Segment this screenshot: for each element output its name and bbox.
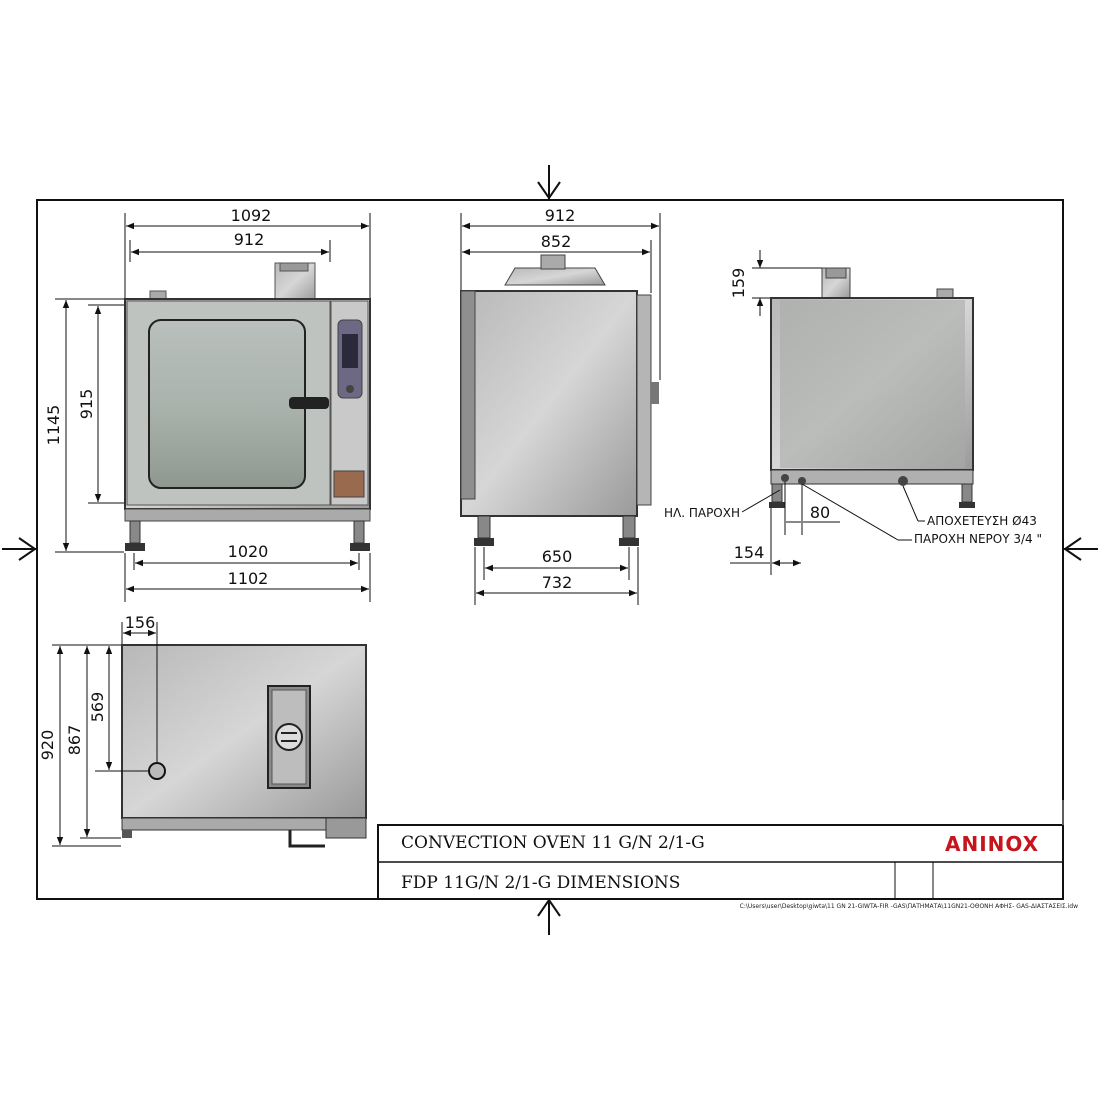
- oven-door-window: [149, 320, 305, 488]
- front-view: [125, 263, 370, 551]
- dim-side-depth-overall: 912: [544, 206, 576, 225]
- dim-top-offset-156: 156: [124, 613, 156, 632]
- title-block: [378, 800, 1063, 899]
- dim-rear-offset-154: 154: [733, 543, 765, 562]
- center-mark-right: [1063, 538, 1098, 560]
- dim-front-legs-inner: 1020: [227, 542, 269, 561]
- dim-side-legs-outer: 732: [541, 573, 573, 592]
- dim-rear-flue-height: 159: [729, 267, 748, 299]
- dim-side-legs-inner: 650: [541, 547, 573, 566]
- side-view: [461, 255, 659, 546]
- center-mark-bottom: [538, 899, 560, 935]
- dim-top-569: 569: [88, 691, 107, 723]
- top-view: [122, 645, 366, 846]
- dim-front-width-body: 912: [233, 230, 265, 249]
- center-mark-top: [538, 165, 560, 200]
- door-handle: [289, 397, 329, 409]
- label-electrical-supply: ΗΛ. ΠΑΡΟΧΗ: [663, 506, 740, 520]
- dim-side-depth-body: 852: [540, 232, 572, 251]
- rear-view: [769, 268, 975, 508]
- title-line-2: FDP 11G/N 2/1-G DIMENSIONS: [401, 873, 681, 893]
- file-path: C:\Users\user\Desktop\giwta\11 GN 21-GIWTA-FIR -GAS\ΠΑΤΗΜΑΤΑ\11GN21-ΟΘΟΝΗ ΑΦΗΣ- GAS-ΔΙΑΣΤΑΣΕΙΣ.idw: [739, 903, 1078, 910]
- dim-front-height-overall: 1145: [44, 404, 63, 446]
- dim-top-867: 867: [65, 724, 84, 756]
- dim-rear-offset-80: 80: [809, 503, 831, 522]
- label-drain: ΑΠΟΧΕΤΕΥΣΗ Ø43: [927, 514, 1037, 528]
- dim-front-height-body: 915: [77, 388, 96, 420]
- title-line-1: CONVECTION OVEN 11 G/N 2/1-G: [401, 833, 705, 853]
- dim-top-920: 920: [38, 729, 57, 761]
- center-mark-left: [2, 538, 37, 560]
- label-water-supply: ΠΑΡΟΧΗ ΝΕΡΟΥ 3/4 ": [914, 532, 1043, 546]
- dim-front-legs-outer: 1102: [227, 569, 269, 588]
- brand-logo: ANINOX: [945, 832, 1040, 856]
- flue-outlet: [149, 763, 165, 779]
- dim-front-width-overall: 1092: [230, 206, 272, 225]
